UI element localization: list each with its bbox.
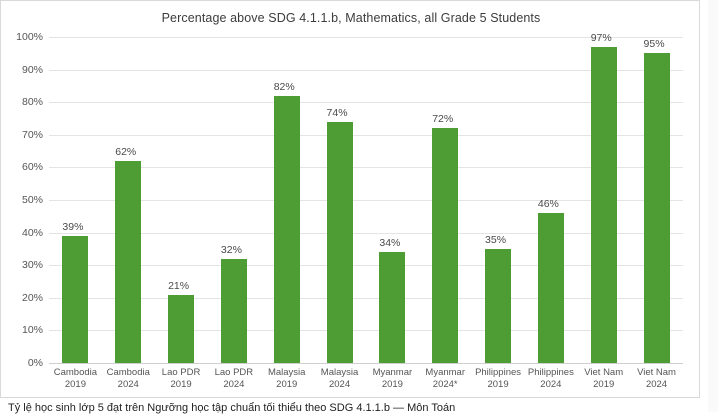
y-axis-tick-label: 80%: [21, 96, 43, 109]
bar-value-label: 39%: [62, 220, 84, 233]
y-axis-tick-label: 60%: [21, 161, 43, 174]
bar[interactable]: [432, 113, 458, 363]
bar-value-label: 97%: [590, 31, 612, 44]
bar-slot: [630, 37, 683, 363]
y-axis-tick-label: 70%: [21, 128, 43, 141]
bar[interactable]: [485, 233, 511, 363]
x-axis-tick-label: Lao PDR 2024: [214, 367, 254, 390]
bar-slot: [49, 37, 102, 363]
bar[interactable]: [537, 198, 564, 363]
x-axis-tick-label: Cambodia 2019: [53, 367, 98, 390]
x-axis-tick-label: Myanmar 2019: [372, 367, 413, 390]
x-axis-tick-labels: [49, 365, 683, 395]
bar-slot: [102, 37, 155, 363]
bar[interactable]: [643, 38, 670, 363]
x-axis-tick-label: Myanmar 2024*: [425, 367, 465, 390]
bar-value-label: 95%: [643, 38, 665, 51]
bar[interactable]: [168, 279, 194, 363]
bar-value-label: 62%: [115, 145, 137, 158]
gridline: [27, 357, 683, 369]
y-axis-tick-label: 50%: [21, 194, 43, 206]
bar[interactable]: [115, 145, 141, 363]
bar[interactable]: [379, 237, 405, 363]
figure-caption: Tỷ lệ học sinh lớp 5 đạt trên Ngưỡng học tập chuẩn tối thiểu theo SDG 4.1.1.b — Môn Toán: [8, 402, 456, 414]
bar-slot: [577, 31, 630, 363]
bar-slot: [155, 37, 208, 363]
y-axis-tick-label: 20%: [21, 291, 43, 304]
bar-value-label: 82%: [273, 80, 295, 93]
x-axis-tick-label: Philippines 2024: [527, 367, 574, 390]
bar-slot: [207, 37, 260, 363]
y-axis-tick-label: 90%: [21, 63, 43, 76]
bar[interactable]: [273, 80, 300, 363]
y-axis-tick-label: 10%: [21, 324, 43, 337]
bar-value-label: 34%: [379, 237, 401, 250]
y-axis-tick-label: 30%: [21, 259, 43, 272]
x-axis-tick-label: Philippines 2019: [475, 367, 522, 390]
bar[interactable]: [326, 106, 353, 363]
x-axis-tick-label: Viet Nam 2019: [584, 367, 624, 390]
bar[interactable]: [590, 31, 617, 363]
bar-slot: [366, 37, 419, 363]
bar-value-label: 72%: [432, 113, 454, 126]
x-axis-tick-label: Cambodia 2024: [106, 367, 150, 390]
bar-slot: [260, 37, 313, 363]
bar-value-label: 74%: [326, 106, 348, 119]
bar[interactable]: [62, 220, 88, 363]
y-axis-tick-label: 100%: [16, 31, 43, 43]
bar-slot: [472, 37, 525, 363]
scrollbar-track[interactable]: [708, 0, 718, 412]
bar-value-label: 32%: [220, 243, 242, 256]
x-axis-tick-label: Malaysia 2024: [320, 367, 359, 390]
bar-value-label: 35%: [485, 233, 507, 246]
x-axis-tick-label: Viet Nam 2024: [637, 367, 676, 390]
y-axis-tick-label: 0%: [27, 357, 43, 369]
bar-slot: [313, 37, 366, 363]
y-axis-tick-label: 40%: [21, 226, 43, 239]
plot-area: [16, 31, 683, 369]
chart-title: Percentage above SDG 4.1.1.b, Mathematics, all Grade 5 Students: [161, 11, 541, 25]
x-axis-tick-label: Malaysia 2019: [267, 367, 306, 390]
bar-series: [49, 31, 683, 363]
bar-slot: [524, 37, 577, 363]
bar-value-label: 21%: [168, 279, 190, 292]
bar[interactable]: [220, 243, 247, 363]
bar-value-label: 46%: [537, 198, 559, 211]
bar-slot: [419, 37, 472, 363]
x-axis-tick-label: Lao PDR 2019: [161, 367, 201, 390]
